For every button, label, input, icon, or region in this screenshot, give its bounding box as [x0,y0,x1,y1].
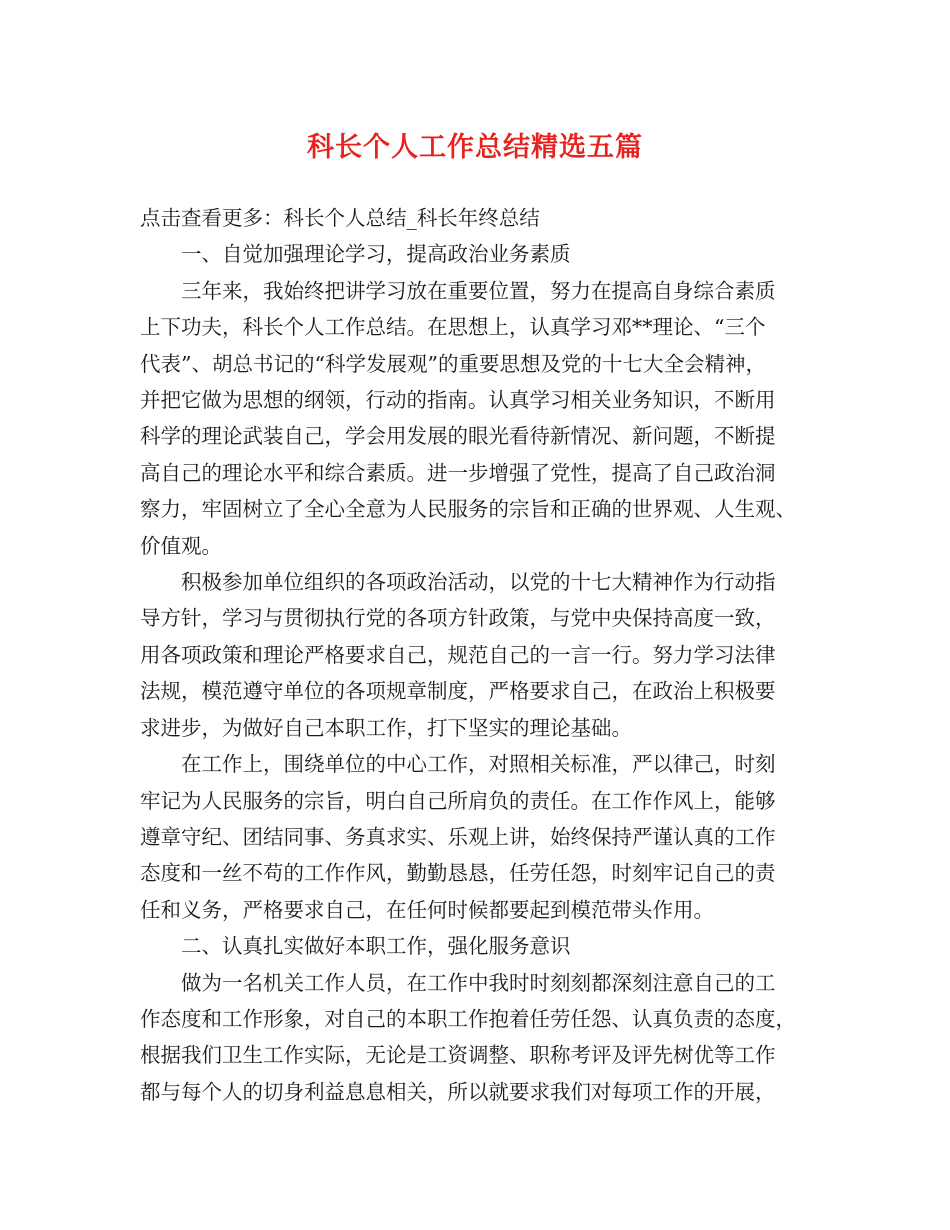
document-title: 科长个人工作总结精选五篇 [307,132,643,163]
section-heading-1: 一、自觉加强理论学习，提高政治业务素质 [181,242,571,267]
paragraph-study: 三年来，我始终把讲学习放在重要位置，努力在提高自身综合素质 上下功夫，科长个人工作总结。在思想上，认真学习邓**理论、“三个 代表”、胡总书记的“科学发展观”的重要思想及党的十七大全会精神， 并把它做为思想的纲领，行动的指南。认真学习相关业务知识，不断用 科学的理论武装自己，学会用发展的眼光看待新情况、新问题，不断提 高自己的理论水平和综合素质。进一步增强了党性，提高了自己政治洞 察力，牢固树立了全心全意为人民服务的宗旨和正确的世界观、人生观、 价值观。 [140,278,796,558]
paragraph-political-activities: 积极参加单位组织的各项政治活动，以党的十七大精神作为行动指 导方针，学习与贯彻执行党的各项方针政策，与党中央保持高度一致， 用各项政策和理论严格要求自己，规范自己的一言一行。努力学习法律 法规，模范遵守单位的各项规章制度，严格要求自己，在政治上积极要 求进步，为做好自己本职工作，打下坚实的理论基础。 [140,570,776,740]
document-body [140,200,826,1110]
paragraph-work-style: 在工作上，围绕单位的中心工作，对照相关标准，严以律己，时刻 牢记为人民服务的宗旨，明白自己所肩负的责任。在工作作风上，能够 遵章守纪、团结同事、务真求实、乐观上讲，始终保持严谨认真的工作 态度和一丝不苟的工作作风，勤勤恳恳，任劳任怨，时刻牢记自己的责 任和义务，严格要求自己，在任何时候都要起到模范带头作用。 [140,752,776,922]
paragraph-service: 做为一名机关工作人员，在工作中我时时刻刻都深刻注意自己的工 作态度和工作形象，对自己的本职工作抱着任劳任怨、认真负责的态度， 根据我们卫生工作实际，无论是工资调整、职称考评及评先树优等工作 都与每个人的切身利益息息相关，所以就要求我们对每项工作的开展， [140,970,796,1104]
more-link-line[interactable]: 点击查看更多：科长个人总结_科长年终总结 [140,206,540,230]
section-heading-2: 二、认真扎实做好本职工作，强化服务意识 [181,934,571,959]
